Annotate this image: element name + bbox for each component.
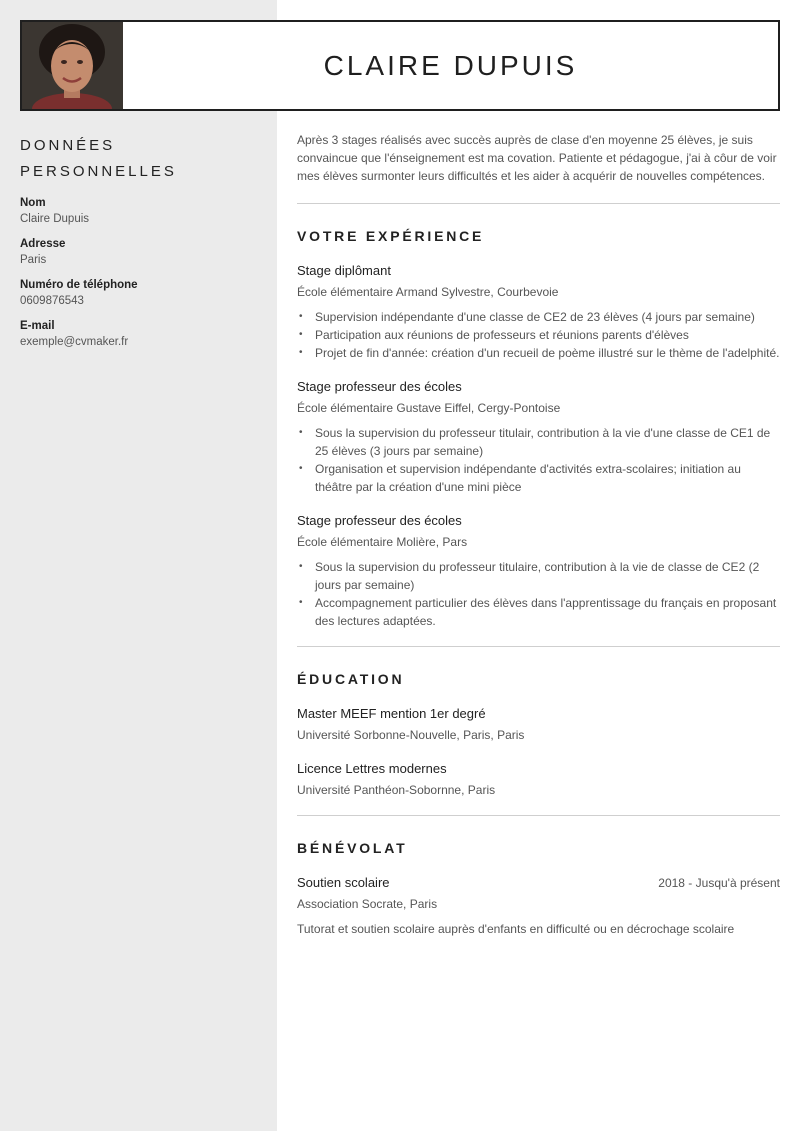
volunteer-entry [297,874,780,938]
candidate-name: CLAIRE DUPUIS [323,49,578,81]
entry-bullets [297,308,780,362]
entry-title: Stage diplômant [297,263,391,278]
entry-organization: École élémentaire Molière, Pars [297,535,468,549]
entry-description: Tutorat et soutien scolaire auprès d'enfants en difficulté ou en décrochage scolaire [297,922,735,936]
entry-bullets [297,424,780,496]
entry-date: 2018 - Jusqu'à présent [658,876,780,890]
personal-data-heading: DONNÉES PERSONNELLES [20,137,177,180]
bullet-item: • Supervision indépendante d'une classe de CE2 de 23 élèves (4 jours par semaine) [297,308,780,326]
entry-bullets [297,558,780,630]
entry-title: Master MEEF mention 1er degré [297,706,486,721]
education-entry [297,705,780,744]
entry-title: Soutien scolaire [297,875,390,890]
bullet-item: • Accompagnement particulier des élèves dans l'apprentissage du français en proposant des lectures adaptées. [297,594,780,630]
entry-organization: Université Panthéon-Sobornne, Paris [297,783,496,797]
field-email [20,318,260,350]
entry-organization: Association Socrate, Paris [297,897,438,911]
field-value: exemple@cvmaker.fr [20,336,129,348]
experience-entry [297,262,780,362]
bullet-item: • Sous la supervision du professeur titulaire, contribution à la vie de classe de CE2 (2 jours par semaine) [297,558,780,594]
field-value: Claire Dupuis [20,213,90,225]
personal-data-column [20,133,260,359]
section-divider [297,646,780,647]
experience-entry [297,512,780,630]
main-column [297,131,780,954]
entry-header [297,874,780,892]
field-label: E-mail [20,320,55,332]
bullet-item: • Projet de fin d'année: création d'un recueil de poème illustré sur le thème de l'adelphité. [297,344,780,362]
section-divider [297,815,780,816]
field-phone [20,277,260,309]
experience-entry [297,378,780,496]
entry-organization: École élémentaire Gustave Eiffel, Cergy-Pontoise [297,401,561,415]
bullet-item: • Participation aux réunions de professeurs et réunions parents d'élèves [297,326,780,344]
entry-title: Licence Lettres modernes [297,761,447,776]
section-divider [297,203,780,204]
field-name [20,195,260,227]
education-heading: ÉDUCATION [297,671,405,687]
entry-title: Stage professeur des écoles [297,513,462,528]
field-value: Paris [20,254,47,266]
entry-organization: École élémentaire Armand Sylvestre, Courbevoie [297,285,559,299]
portrait-image [22,22,123,109]
field-address [20,236,260,268]
education-entry [297,760,780,799]
entry-organization: Université Sorbonne-Nouvelle, Paris, Paris [297,728,525,742]
summary-text: Après 3 stages réalisés avec succès auprès de clase d'en moyenne 25 élèves, je suis convaincue que l'énseignement est ma covation. Patiente et pédagogue, j'ai à côur de voir mes élèves surmonter leurs difficultés et les aider à acquérir de nouvelles compétences. [297,133,777,183]
bullet-item: • Organisation et supervision indépendante d'activités extra-scolaires; initiation au théâtre par la création d'une mini pièce [297,460,780,496]
bullet-item: • Sous la supervision du professeur titulair, contribution à la vie d'une classe de CE1 de 25 élèves (3 jours par semaine) [297,424,780,460]
field-label: Numéro de téléphone [20,279,138,291]
volunteer-heading: BÉNÉVOLAT [297,840,408,856]
field-label: Adresse [20,238,66,250]
entry-title: Stage professeur des écoles [297,379,462,394]
profile-photo [22,22,123,109]
experience-heading: VOTRE EXPÉRIENCE [297,228,485,244]
field-value: 0609876543 [20,295,84,307]
field-label: Nom [20,197,46,209]
header [20,20,780,111]
